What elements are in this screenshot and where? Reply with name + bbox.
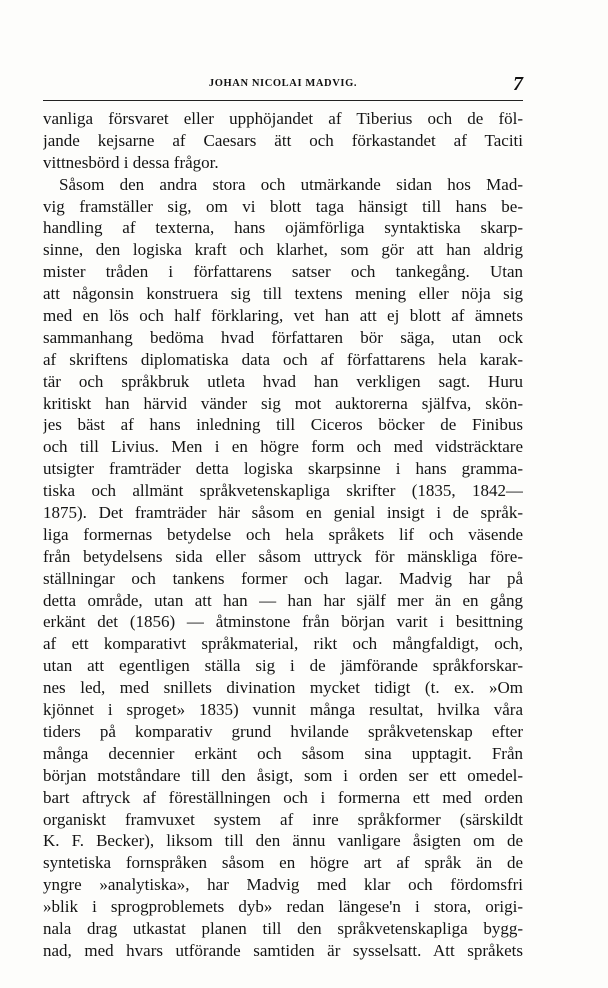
text-line: nala drag utkastat planen till den språkvetenskapliga bygg-: [43, 918, 523, 938]
text-line: K. F. Becker), liksom till den ännu vanligare åsigten om de: [43, 831, 523, 851]
text-line: många decennier erkänt och såsom sina upptagit. Från: [43, 743, 523, 763]
text-line: handling af texterna, hans ojämförliga syntaktiska skarp-: [43, 218, 523, 238]
text-line: erkänt det (1856) — åtminstone från början varit i besittning: [43, 612, 523, 632]
text-line: detta område, utan att han — han har själf mer än en gång: [43, 590, 523, 610]
text-line: från betydelsens sida eller såsom uttryck för mänskliga före-: [43, 546, 523, 566]
text-line: att någonsin konstruera sig till textens mening eller nöja sig: [43, 284, 523, 304]
text-line: mister tråden i författarens satser och tankegång. Utan: [43, 262, 523, 282]
running-title: JOHAN NICOLAI MADVIG.: [208, 78, 358, 89]
text-line: af ett komparativt språkmaterial, rikt och mångfaldigt, och,: [43, 634, 523, 654]
running-head: [43, 73, 523, 98]
text-line: tiska och allmänt språkvetenskapliga skrifter (1835, 1842—: [43, 481, 523, 501]
text-line: tär och språkbruk utleta hvad han verkligen sagt. Huru: [43, 371, 523, 391]
text-line: sammanhang bedöma hvad författaren bör säga, utan ock: [43, 327, 523, 347]
text-line: nes led, med snillets divination mycket tidigt (t. ex. »Om: [43, 678, 523, 698]
text-line: tiders på komparativ grund hvilande språkvetenskap efter: [43, 721, 523, 741]
text-line: yngre »analytiska», har Madvig med klar och fördomsfri: [43, 875, 523, 895]
page-number: 7: [513, 73, 523, 95]
text-line: 1875). Det framträder här såsom en genial insigt i de språk-: [43, 503, 523, 523]
text-line: organiskt framvuxet system af inre språkformer (särskildt: [43, 809, 523, 829]
text-line: vanliga försvaret eller upphöjandet af Tiberius och de föl-: [43, 109, 523, 128]
text-line: början motståndare till den åsigt, som i orden ser ett omedel-: [43, 765, 523, 785]
text-line: och till Livius. Men i en högre form och med vidsträcktare: [43, 437, 523, 457]
text-line: sinne, den logiska kraft och klarhet, som gör att han aldrig: [43, 240, 523, 260]
body-text: [43, 108, 523, 962]
text-line: utsigter framträder detta logiska skarpsinne i hans gramma-: [43, 459, 523, 479]
text-line: med en lös och half förklaring, vet han att ej blott af ämnets: [43, 306, 523, 326]
text-line: ställningar och tankens former och lagar. Madvig har på: [43, 568, 523, 588]
text-line: af skriftens diplomatiska data och af författarens hela karak-: [43, 349, 523, 369]
text-line: utan att egentligen ställa sig i de jämförande språkforskar-: [43, 656, 523, 676]
text-line: »blik i sprogproblemets dyb» redan längese'n i stora, origi-: [43, 897, 523, 917]
text-line: jande kejsarne af Caesars ätt och förkastandet af Taciti: [43, 130, 523, 150]
text-line: nad, med hvars utförande samtiden är sysselsatt. Att språkets: [43, 940, 523, 960]
text-line: kritiskt han härvid vänder sig mot auktorerna själfva, skön-: [43, 393, 523, 413]
text-line: liga formernas betydelse och hela språkets lif och väsende: [43, 524, 523, 544]
text-line: jes bäst af hans inledning till Ciceros böcker de Finibus: [43, 415, 523, 435]
text-line: vittnesbörd i dessa frågor.: [43, 152, 219, 172]
header-rule: [43, 100, 523, 101]
text-line: kjönnet i sproget» 1835) vunnit många resultat, hvilka våra: [43, 700, 523, 720]
text-line: vig framställer sig, om vi blott taga hänsigt till hans be-: [43, 196, 523, 216]
text-line: syntetiska fornspråken såsom en högre art af språk än de: [43, 853, 523, 873]
text-line: bart aftryck af föreställningen och i formerna ett med orden: [43, 787, 523, 807]
text-line: Såsom den andra stora och utmärkande sidan hos Mad-: [59, 174, 523, 194]
